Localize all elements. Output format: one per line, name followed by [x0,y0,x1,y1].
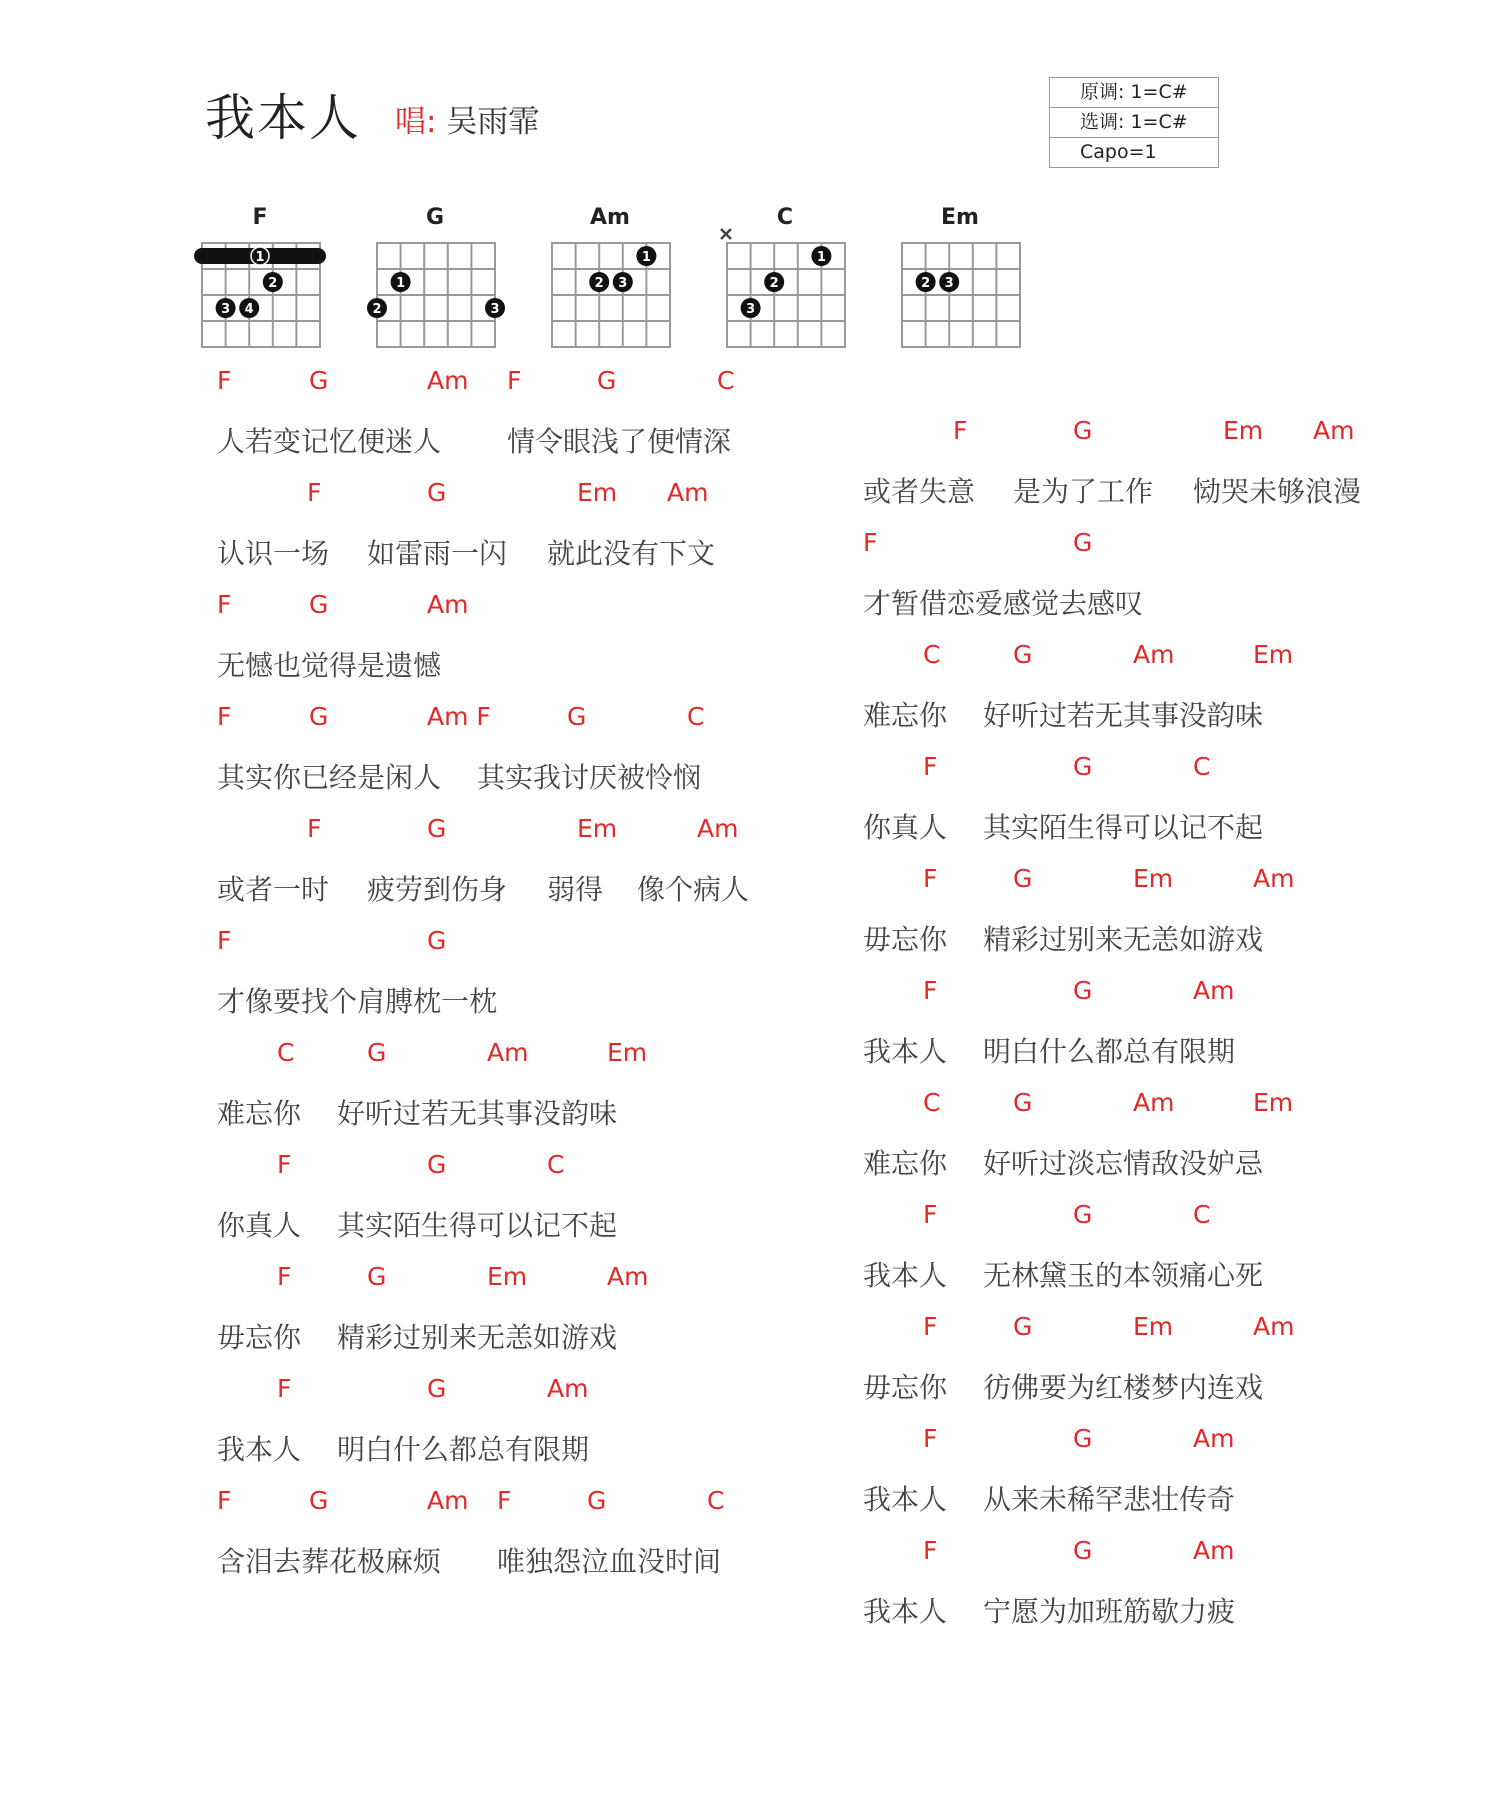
lyric-phrase: 含泪去葬花极麻烦 [217,1545,442,1578]
lyric-phrase: 无林黛玉的本领痛心死 [983,1259,1264,1292]
selected-key: 选调: 1=C# [1050,108,1218,138]
fretboard-am-icon [540,225,680,365]
chord-name: Em [941,205,979,230]
chord: C [707,1486,725,1515]
lyric-phrase: 你真人 [863,811,948,844]
chord-diagram-f [190,205,330,365]
chord: G [427,814,447,843]
chord: G [427,1374,447,1403]
chord: Em [1133,864,1174,893]
chord: C [1193,1200,1211,1229]
svg-text:2: 2 [594,276,604,291]
svg-text:1: 1 [641,250,651,265]
chord: F [217,1486,232,1515]
fretboard-f-icon [190,225,330,365]
lyric-phrase: 从来未稀罕悲壮传奇 [983,1483,1236,1516]
lyric-phrase: 难忘你 [863,1147,948,1180]
chord: Am [697,814,739,843]
lyric-phrase: 或者一时 [217,873,330,906]
chord: Em [1253,640,1294,669]
lyric-phrase: 人若变记忆便迷人 [217,425,442,458]
chord: Em [1253,1088,1294,1117]
svg-text:1: 1 [255,250,265,265]
key-info-box [1049,77,1219,168]
chord: C [687,702,705,731]
chord: Am [667,478,709,507]
lyric-phrase: 毋忘你 [863,1371,948,1404]
lyric-phrase: 像个病人 [637,873,750,906]
song-title: 我本人 [205,89,361,147]
chord: Em [607,1038,648,1067]
lyric-phrase: 我本人 [217,1433,302,1466]
fretboard-em-icon [890,225,1030,365]
chord: G [1013,1088,1033,1117]
singer-credit [395,96,539,141]
chord: G [587,1486,607,1515]
chord: Am [487,1038,529,1067]
chord: Am [1253,864,1295,893]
chord: G [309,590,329,619]
lyric-phrase: 认识一场 [217,537,330,570]
chord: Em [577,814,618,843]
lyric-phrase: 情令眼浅了便情深 [507,425,732,458]
chord: G [367,1262,387,1291]
svg-text:4: 4 [244,302,254,317]
chord: Em [487,1262,528,1291]
chord: Am [1253,1312,1295,1341]
chord: F [923,864,938,893]
chord: F [497,1486,512,1515]
chord: G [1073,1424,1093,1453]
svg-text:2: 2 [372,302,382,317]
lyric-phrase: 你真人 [217,1209,302,1242]
lyric-phrase: 好听过淡忘情敌没妒忌 [983,1147,1264,1180]
chord: G [1073,1200,1093,1229]
chord-diagrams [0,205,1050,365]
lyric-row [863,1590,1236,1722]
chord: F [217,702,232,731]
chord: F [277,1374,292,1403]
chord: G [1073,752,1093,781]
chord: G [367,1038,387,1067]
chord: Em [577,478,618,507]
lyric-phrase: 彷佛要为红楼梦内连戏 [983,1371,1264,1404]
lyric-phrase: 明白什么都总有限期 [983,1035,1236,1068]
lyric-phrase: 才暂借恋爱感觉去感叹 [863,587,1144,620]
svg-text:3: 3 [618,276,628,291]
chord: Am F [427,702,491,731]
chord: Am [1133,640,1175,669]
chord-diagram-em [890,205,1030,365]
fretboard-c-icon [715,225,855,365]
lyric-phrase: 其实你已经是闲人 [217,761,442,794]
lyric-phrase: 我本人 [863,1035,948,1068]
chord: F [923,976,938,1005]
chord: Am [607,1262,649,1291]
chord: F [507,366,522,395]
chord: G [1073,1536,1093,1565]
chord: C [717,366,735,395]
svg-text:3: 3 [746,302,756,317]
lyric-phrase: 好听过若无其事没韵味 [337,1097,618,1130]
lyric-phrase: 精彩过别来无恙如游戏 [983,923,1264,956]
chord: Am [427,1486,469,1515]
chord: F [923,1536,938,1565]
lyric-phrase: 我本人 [863,1259,948,1292]
chord-diagram-am [540,205,680,365]
chord: C [1193,752,1211,781]
chord: F [217,366,232,395]
chord: G [567,702,587,731]
chord: C [547,1150,565,1179]
chord: Am [427,366,469,395]
chord: Em [1223,416,1264,445]
lyric-phrase: 就此没有下文 [547,537,716,570]
lyric-phrase: 唯独怨泣血没时间 [497,1545,722,1578]
lyric-phrase: 或者失意 [863,475,976,508]
chord-name: F [252,205,268,230]
lyric-phrase: 如雷雨一闪 [367,537,508,570]
svg-text:2: 2 [268,276,278,291]
chord: G [1013,864,1033,893]
lyric-phrase: 难忘你 [863,699,948,732]
chord-name: Am [590,205,630,230]
chord: G [309,1486,329,1515]
lyric-phrase: 其实陌生得可以记不起 [337,1209,618,1242]
lyric-phrase: 是为了工作 [1013,475,1154,508]
chord: G [1013,1312,1033,1341]
svg-text:3: 3 [490,302,500,317]
chord: F [923,1312,938,1341]
chord: F [953,416,968,445]
lyric-phrase: 精彩过别来无恙如游戏 [337,1321,618,1354]
lyric-phrase: 毋忘你 [217,1321,302,1354]
chord: C [923,1088,941,1117]
chord: F [277,1262,292,1291]
chord: F [923,1424,938,1453]
lyric-phrase: 恸哭未够浪漫 [1193,475,1362,508]
original-key: 原调: 1=C# [1050,78,1218,108]
lyric-phrase: 毋忘你 [863,923,948,956]
chord: F [217,590,232,619]
chord: Am [427,590,469,619]
chord-diagram-c [715,205,855,365]
svg-text:3: 3 [944,276,954,291]
svg-text:1: 1 [816,250,826,265]
lyric-phrase: 宁愿为加班筋歇力疲 [983,1595,1236,1628]
lyric-phrase: 疲劳到伤身 [367,873,508,906]
lyric-phrase: 无憾也觉得是遗憾 [217,649,442,682]
chord: F [217,926,232,955]
lyric-phrase: 明白什么都总有限期 [337,1433,590,1466]
lyric-phrase: 其实我讨厌被怜悯 [477,761,702,794]
chord: G [309,366,329,395]
lyric-row [217,1540,722,1672]
chord: F [923,752,938,781]
chord: F [923,1200,938,1229]
singer-name: 吴雨霏 [446,104,540,140]
capo-info: Capo=1 [1080,141,1157,163]
chord: G [427,478,447,507]
chord-name: C [776,205,794,230]
chord: Am [1133,1088,1175,1117]
chord: F [863,528,878,557]
svg-text:2: 2 [769,276,779,291]
lyric-phrase: 我本人 [863,1595,948,1628]
chord: G [427,1150,447,1179]
chord-diagram-g [365,205,505,365]
chord: F [307,814,322,843]
chord: G [1073,416,1093,445]
chord: C [923,640,941,669]
chord: Em [1133,1312,1174,1341]
chord-name: G [425,205,445,230]
fretboard-g-icon [365,225,505,365]
lyric-phrase: 才像要找个肩膊枕一枕 [217,985,498,1018]
lyric-phrase: 弱得 [547,873,604,906]
svg-text:2: 2 [921,276,931,291]
lyric-phrase: 好听过若无其事没韵味 [983,699,1264,732]
lyric-phrase: 其实陌生得可以记不起 [983,811,1264,844]
svg-text:1: 1 [396,276,406,291]
chord: Am [1313,416,1355,445]
chord: Am [1193,1424,1235,1453]
chord: G [309,702,329,731]
svg-text:3: 3 [221,302,231,317]
chord: G [427,926,447,955]
chord: G [1073,528,1093,557]
singer-label: 唱: [395,104,437,140]
chord: F [277,1150,292,1179]
lyric-phrase: 我本人 [863,1483,948,1516]
chord: Am [1193,1536,1235,1565]
chord: F [307,478,322,507]
chord: G [1073,976,1093,1005]
chord: G [1013,640,1033,669]
chord: Am [547,1374,589,1403]
chord: Am [1193,976,1235,1005]
chord: C [277,1038,295,1067]
lyric-phrase: 难忘你 [217,1097,302,1130]
chord: G [597,366,617,395]
